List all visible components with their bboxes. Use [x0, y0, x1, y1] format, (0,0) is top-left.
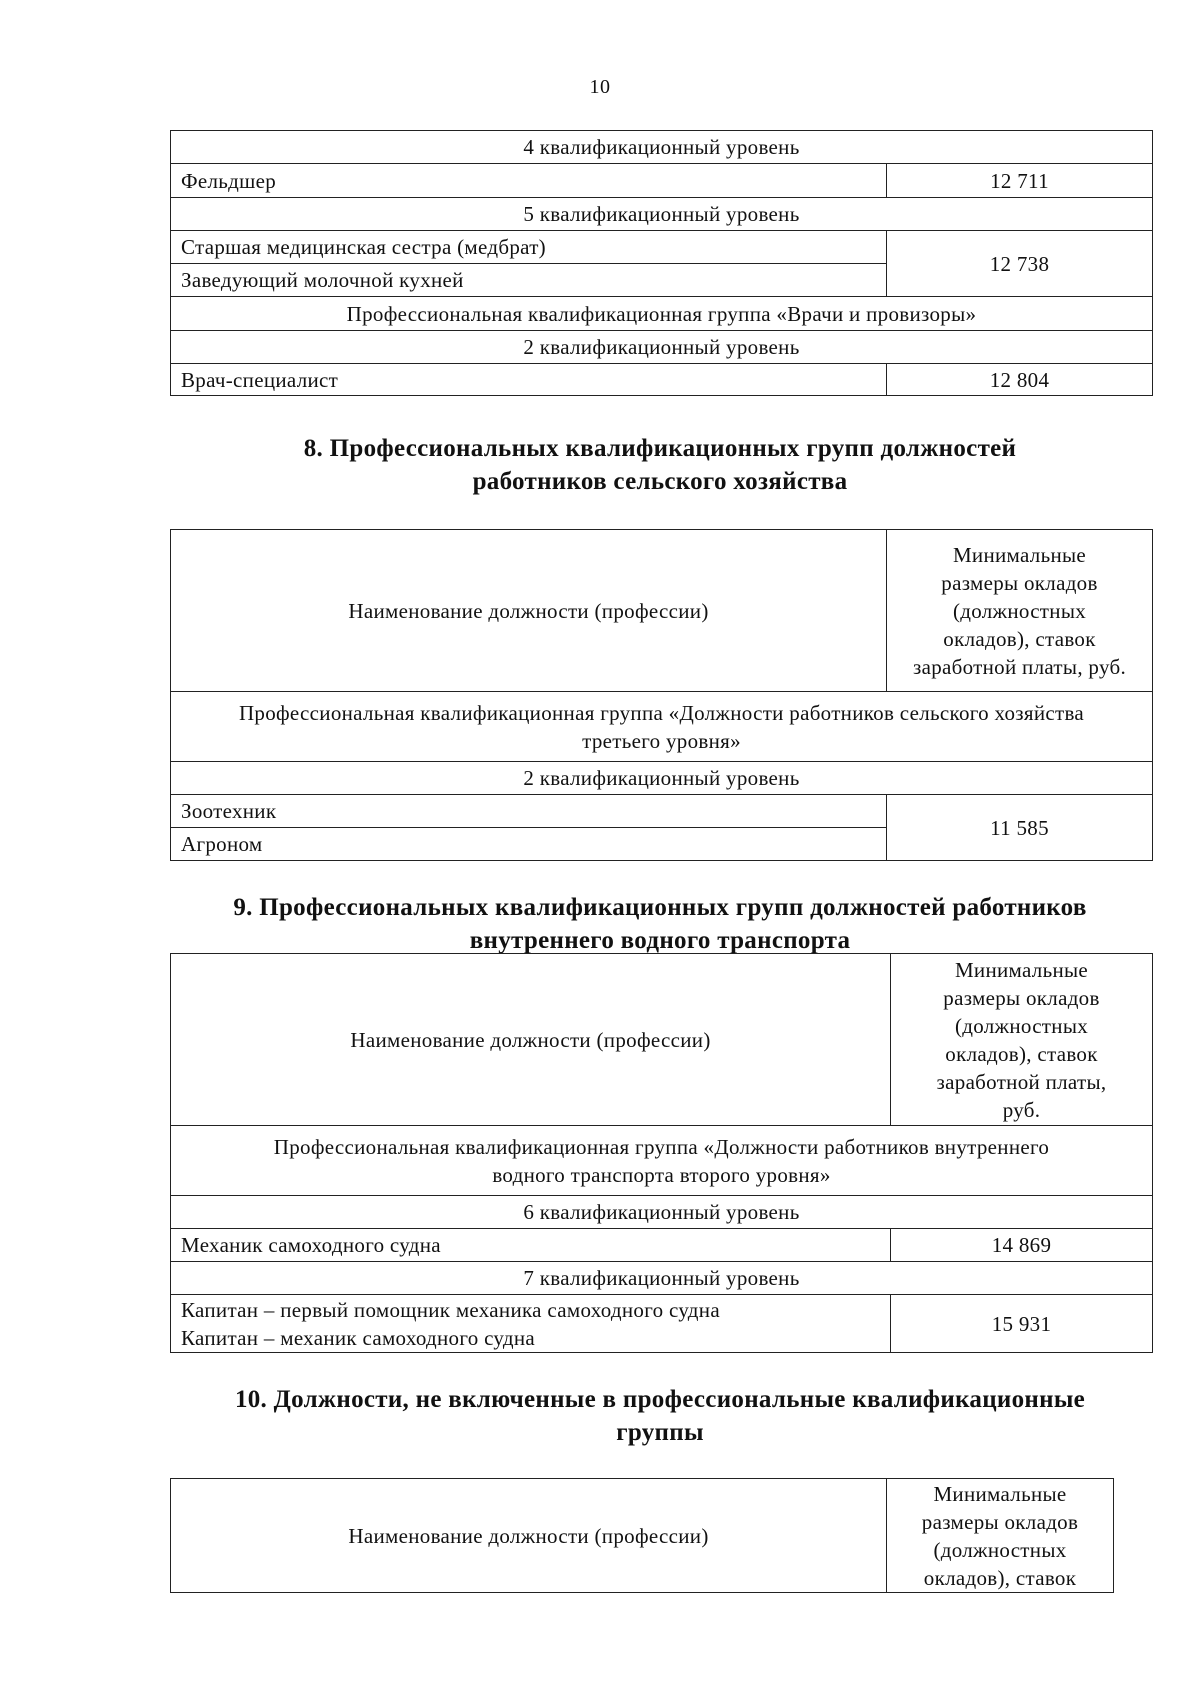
- group-agriculture-line: Профессиональная квалификационная группа «Должности работников сельского хозяйства: [238, 700, 1085, 725]
- group-agriculture-header: [171, 692, 1153, 762]
- column-header-salary-line: руб.: [1002, 1097, 1041, 1122]
- water-transport-salary-table: [170, 953, 1153, 1353]
- column-header-salary-line: заработной платы, руб.: [912, 654, 1126, 679]
- position-zootechnician: Зоотехник: [171, 795, 887, 828]
- column-header-salary-line: размеры окладов: [943, 985, 1100, 1010]
- column-header-salary: [887, 1479, 1114, 1593]
- level-6-header: 6 квалификационный уровень: [171, 1196, 1153, 1229]
- section-10-title-line2: группы: [616, 1419, 704, 1446]
- section-10-title: [170, 1383, 1150, 1449]
- column-header-salary-line: Минимальные: [952, 542, 1087, 567]
- position-captain-mechanic: Капитан – механик самоходного судна: [181, 1325, 536, 1350]
- group-water-transport-line: Профессиональная квалификационная группа «Должности работников внутреннего: [273, 1134, 1050, 1159]
- column-header-salary-line: заработной платы,: [936, 1069, 1107, 1094]
- salary-captain: 15 931: [891, 1295, 1153, 1353]
- group-agriculture-line: третьего уровня»: [582, 728, 741, 753]
- salary-agriculture: 11 585: [887, 795, 1153, 861]
- column-header-salary-line: размеры окладов: [941, 570, 1098, 595]
- positions-captain: [171, 1295, 891, 1353]
- column-header-salary: [891, 954, 1153, 1126]
- section-8-title-line1: 8. Профессиональных квалификационных групп должностей: [303, 435, 1017, 462]
- level-4-header: 4 квалификационный уровень: [171, 131, 1153, 164]
- section-8-title: [170, 432, 1150, 498]
- column-header-position: Наименование должности (профессии): [171, 530, 887, 692]
- position-agronomist: Агроном: [171, 828, 887, 861]
- column-header-salary: [887, 530, 1153, 692]
- section-9-title-line1: 9. Профессиональных квалификационных групп должностей работников: [233, 894, 1087, 921]
- column-header-salary-line: (должностных: [952, 598, 1087, 623]
- group-doctors-header: Профессиональная квалификационная группа «Врачи и провизоры»: [171, 297, 1153, 331]
- position-doctor-specialist: Врач-специалист: [171, 364, 887, 396]
- position-milk-kitchen-head: Заведующий молочной кухней: [171, 264, 887, 297]
- salary-doctor-specialist: 12 804: [887, 364, 1153, 396]
- column-header-salary-line: размеры окладов: [921, 1509, 1079, 1534]
- section-9-title-line2: внутреннего водного транспорта: [469, 927, 851, 954]
- column-header-position: Наименование должности (профессии): [171, 1479, 887, 1593]
- other-positions-salary-table: [170, 1478, 1114, 1593]
- agriculture-salary-table: [170, 529, 1153, 861]
- level-2-header: 2 квалификационный уровень: [171, 331, 1153, 364]
- section-10-title-line1: 10. Должности, не включенные в профессиональные квалификационные: [234, 1386, 1086, 1413]
- column-header-position: Наименование должности (профессии): [171, 954, 891, 1126]
- level-7-header: 7 квалификационный уровень: [171, 1262, 1153, 1295]
- group-water-transport-header: [171, 1126, 1153, 1196]
- medical-salary-table: [170, 130, 1153, 396]
- column-header-salary-line: Минимальные: [933, 1481, 1067, 1506]
- column-header-salary-line: окладов), ставок: [943, 626, 1096, 651]
- position-senior-nurse: Старшая медицинская сестра (медбрат): [171, 231, 887, 264]
- level-2-header: 2 квалификационный уровень: [171, 762, 1153, 795]
- column-header-salary-line: Минимальные: [954, 957, 1089, 982]
- section-8-title-line2: работников сельского хозяйства: [472, 468, 848, 495]
- section-9-title: [170, 891, 1150, 957]
- salary-feldsher: 12 711: [887, 164, 1153, 198]
- salary-level-5: 12 738: [887, 231, 1153, 297]
- column-header-salary-line: (должностных: [954, 1013, 1089, 1038]
- group-water-transport-line: водного транспорта второго уровня»: [492, 1162, 831, 1187]
- column-header-salary-line: (должностных: [933, 1537, 1067, 1562]
- position-captain-first-assistant: Капитан – первый помощник механика самоходного судна: [181, 1297, 720, 1322]
- column-header-salary-line: окладов), ставок: [945, 1041, 1098, 1066]
- position-mechanic: Механик самоходного судна: [171, 1229, 891, 1262]
- position-feldsher: Фельдшер: [171, 164, 887, 198]
- salary-mechanic: 14 869: [891, 1229, 1153, 1262]
- page-number: 10: [589, 76, 611, 98]
- column-header-salary-line: окладов), ставок: [923, 1565, 1077, 1590]
- level-5-header: 5 квалификационный уровень: [171, 198, 1153, 231]
